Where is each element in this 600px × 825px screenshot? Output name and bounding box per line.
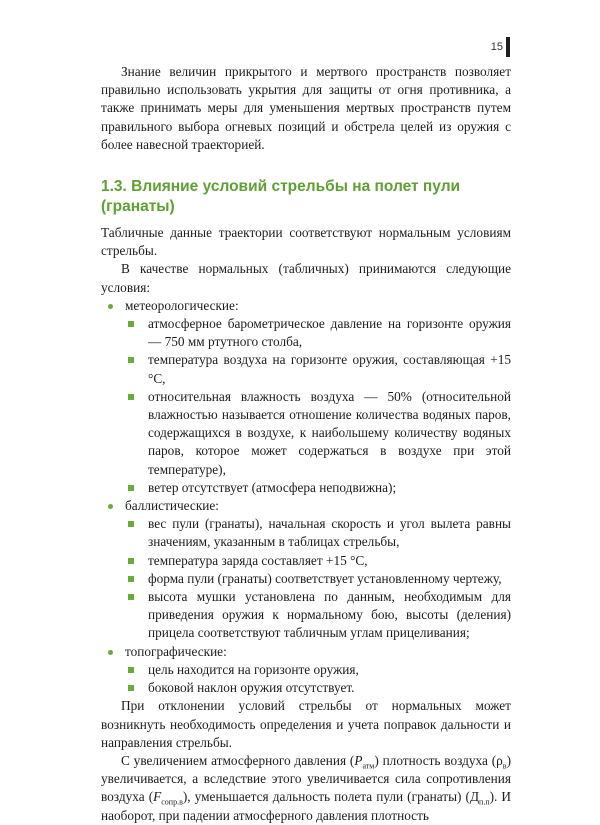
meteorological-items [125, 315, 511, 497]
intro-paragraph: Знание величин прикрытого и мертвого пространств позволяет правильно использовать укрытия для защиты от огня противника, а также принимать меры для уменьшения мертвых пространств путем правильного выбора огневых позиций и обстрела целей из оружия с более навесной траекторией. [101, 64, 511, 152]
page-number-bar [506, 37, 510, 57]
list-item [125, 351, 511, 387]
list-item [125, 588, 511, 643]
list-item-text: форма пули (гранаты) соответствует установленному чертежу, [148, 570, 502, 586]
list-item-text: цель находится на горизонте оружия, [148, 661, 359, 677]
category-label: метеорологические: [125, 297, 239, 313]
page-number: 15 [490, 41, 503, 53]
list-item [125, 661, 511, 679]
category-ballistic [101, 497, 511, 643]
page-content [101, 63, 511, 825]
text-run: ), уменьшается дальность полета пули (гранаты) (Д [182, 789, 480, 805]
force-symbol: F [153, 789, 162, 805]
list-item [125, 679, 511, 697]
list-item-text: боковой наклон оружия отсутствует. [148, 680, 355, 696]
text-run: С увеличением атмосферного давления ( [121, 752, 355, 768]
paragraph-table-data: Табличные данные траектории соответствуют нормальным условиям стрельбы. [101, 225, 511, 259]
square-bullet-icon [128, 394, 134, 400]
category-meteorological [101, 297, 511, 497]
topographic-items [125, 661, 511, 697]
square-bullet-icon [128, 685, 134, 691]
text-run: ) увеличивается, а вследствие этого увеличивается сила сопротивления воздуха ( [101, 752, 511, 805]
pressure-subscript: атм [362, 761, 375, 771]
list-item [125, 570, 511, 588]
square-bullet-icon [128, 667, 134, 673]
square-bullet-icon [128, 321, 134, 327]
list-item-text: высота мушки установлена по данным, необходимым для приведения оружия к нормальному бою, высоты (деления) прицела соответствуют табличным углам прицеливания; [148, 589, 511, 641]
range-subscript: п.п [479, 797, 490, 807]
text-run: ). И наоборот, при падении атмосферного давления плотность [101, 789, 512, 823]
list-item-text: ветер отсутствует (атмосфера неподвижна); [148, 479, 397, 495]
list-item-text: температура воздуха на горизонте оружия, составляющая +15 °С, [148, 352, 511, 386]
list-item-text: вес пули (гранаты), начальная скорость и угол вылета равны значениям, указанным в таблицах стрельбы, [148, 516, 511, 550]
square-bullet-icon [128, 576, 134, 582]
square-bullet-icon [128, 357, 134, 363]
pressure-symbol: P [354, 752, 363, 768]
list-item [125, 388, 511, 479]
section-heading: 1.3. Влияние условий стрельбы на полет пули (гранаты) [101, 178, 461, 216]
force-subscript: сопр.в [161, 797, 183, 807]
list-item [125, 515, 511, 551]
round-bullet-icon [108, 504, 113, 509]
ballistic-items [125, 515, 511, 642]
category-topographic [101, 643, 511, 698]
paragraph-pressure [101, 752, 511, 825]
list-item-text: температура заряда составляет +15 °С, [148, 552, 368, 568]
list-item [125, 315, 511, 351]
category-label: топографические: [125, 643, 227, 659]
density-subscript: в [502, 761, 507, 771]
round-bullet-icon [108, 304, 113, 309]
square-bullet-icon [128, 521, 134, 527]
paragraph-normal-conditions: В качестве нормальных (табличных) принимаются следующие условия: [101, 261, 511, 295]
round-bullet-icon [108, 650, 113, 655]
list-item [125, 552, 511, 570]
square-bullet-icon [128, 558, 134, 564]
paragraph-deviation: При отклонении условий стрельбы от нормальных может возникнуть необходимость определения и учета поправок дальности и направления стрельбы. [101, 698, 511, 750]
list-item-text: относительная влажность воздуха — 50% (относительной влажностью называется отношение количества водяных паров, содержащихся в воздухе, к наибольшему количеству водяных паров, которое может содержаться в воздухе при этой температуре), [148, 388, 511, 477]
text-run: ) плотность воздуха (ρ [374, 752, 503, 768]
category-label: баллистические: [125, 498, 219, 514]
list-item-text: атмосферное барометрическое давление на горизонте оружия — 750 мм ртутного столба, [148, 316, 511, 350]
square-bullet-icon [128, 594, 134, 600]
conditions-list [101, 297, 511, 697]
square-bullet-icon [128, 485, 134, 491]
list-item [125, 479, 511, 497]
